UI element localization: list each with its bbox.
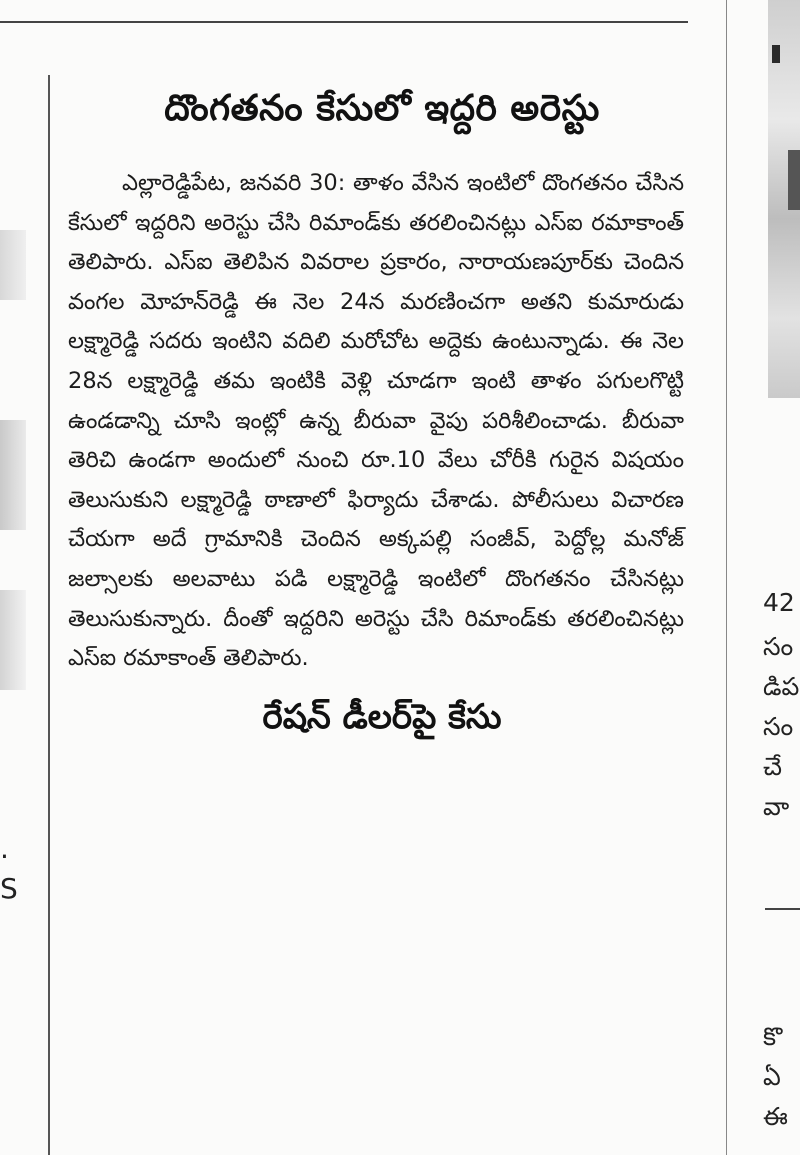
- right-column-divider: [726, 0, 727, 1155]
- left-photo-fragment: [0, 230, 26, 300]
- right-text-fragment: చే: [763, 752, 783, 781]
- left-text-fragment: .: [0, 832, 9, 865]
- right-text-fragment: ఏ: [763, 1062, 781, 1091]
- right-divider-rule: [765, 908, 800, 910]
- news-article: [62, 80, 702, 745]
- right-neighbor-column: [735, 0, 800, 1155]
- left-photo-fragment: [0, 590, 26, 690]
- left-text-fragment: S: [0, 872, 18, 905]
- left-column-divider: [48, 75, 50, 1155]
- right-text-fragment: వా: [763, 792, 790, 821]
- right-text-fragment: 42: [763, 588, 795, 617]
- photo-detail: [772, 45, 780, 63]
- article-headline: దొంగతనం కేసులో ఇద్దరి అరెస్టు: [164, 88, 600, 129]
- left-photo-fragment: [0, 420, 26, 530]
- article-body: ఎల్లారెడ్డిపేట, జనవరి 30: తాళం వేసిన ఇంటిలో దొంగతనం చేసిన కేసులో ఇద్దరిని అరెస్టు చేసి రిమాండ్‌కు తరలించినట్లు ఎస్‌ఐ రమాకాంత్ తెలిపారు. ఎస్‌ఐ తెలిపిన వివరాల ప్రకారం, నారాయణపూర్‌కు చెందిన వంగల మోహన్‌రెడ్డి ఈ నెల 24న మరణించగా అతని కుమారుడు లక్ష్మారెడ్డి సదరు ఇంటిని వదిలి మరోచోట అద్దెకు ఉంటున్నాడు. ఈ నెల 28న లక్ష్మారెడ్డి తమ ఇంటికి వెళ్లి చూడగా ఇంటి తాళం పగులగొట్టి ఉండడాన్ని చూసి ఇంట్లో ఉన్న బీరువా వైపు పరిశీలించాడు. బీరువా తెరిచి ఉండగా అందులో నుంచి రూ.10 వేలు చోరీకి గురైన విషయం తెలుసుకుని లక్ష్మారెడ్డి ఠాణాలో ఫిర్యాదు చేశాడు. పోలీసులు విచారణ చేయగా అదే గ్రామానికి చెందిన అక్కపల్లి సంజీవ్, పెద్దోల్ల మనోజ్ జల్సాలకు అలవాటు పడి లక్ష్మారెడ్డి ఇంటిలో దొంగతనం చేసినట్లు తెలుసుకున్నారు. దీంతో ఇద్దరిని అరెస్టు చేసి రిమాండ్‌కు తరలించినట్లు ఎస్‌ఐ రమాకాంత్ తెలిపారు.: [68, 170, 684, 672]
- right-text-fragment: సం: [763, 712, 794, 741]
- right-text-fragment: డిప: [763, 672, 800, 701]
- photo-detail: [788, 150, 800, 210]
- top-divider-rule: [0, 21, 688, 23]
- right-photo-fragment: [768, 0, 800, 398]
- right-text-fragment: కొ: [763, 1022, 783, 1051]
- right-text-fragment: సం: [763, 632, 794, 661]
- next-article-headline: రేషన్ డీలర్‌పై కేసు: [262, 696, 502, 737]
- right-text-fragment: ఈ: [763, 1102, 788, 1131]
- left-neighbor-column: [0, 0, 40, 1155]
